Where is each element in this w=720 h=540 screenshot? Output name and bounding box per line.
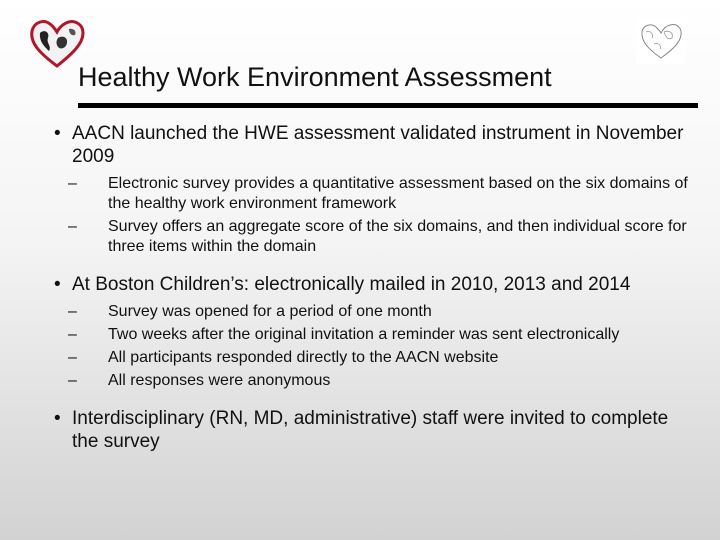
bullet-symbol: • <box>54 408 61 429</box>
dash-symbol: – <box>68 175 77 192</box>
dash-symbol: – <box>68 326 77 343</box>
title-divider <box>78 103 698 108</box>
sub-item <box>68 348 688 368</box>
sub-text: All participants responded directly to the AACN website <box>108 349 499 366</box>
bullet-text: Interdisciplinary (RN, MD, administrative) staff were invited to complete the survey <box>72 408 669 452</box>
bullet-item <box>48 273 688 296</box>
sub-item <box>68 217 688 257</box>
slide-title: Healthy Work Environment Assessment <box>78 62 552 92</box>
sub-text: Electronic survey provides a quantitative assessment based on the six domains of the healthy work environment framework <box>108 175 688 212</box>
bullet-item <box>48 122 688 168</box>
bullet-symbol: • <box>54 274 61 295</box>
sub-text: Two weeks after the original invitation a reminder was sent electronically <box>108 326 620 343</box>
sub-list <box>68 302 688 391</box>
sub-list <box>68 174 688 257</box>
dash-symbol: – <box>68 303 77 320</box>
sub-item <box>68 371 688 391</box>
sub-item <box>68 302 688 322</box>
dash-symbol: – <box>68 349 77 366</box>
sub-text: Survey offers an aggregate score of the six domains, and then individual score for three items within the domain <box>108 218 687 255</box>
dash-symbol: – <box>68 218 77 235</box>
slide-content <box>48 122 688 453</box>
sub-text: Survey was opened for a period of one month <box>108 303 432 320</box>
bullet-text: AACN launched the HWE assessment validated instrument in November 2009 <box>72 123 684 167</box>
sub-item <box>68 325 688 345</box>
sub-item <box>68 174 688 214</box>
dash-symbol: – <box>68 372 77 389</box>
bullet-item <box>48 407 688 453</box>
sub-text: All responses were anonymous <box>108 372 331 389</box>
bullet-text: At Boston Children’s: electronically mailed in 2010, 2013 and 2014 <box>72 274 631 295</box>
bullet-symbol: • <box>54 123 61 144</box>
